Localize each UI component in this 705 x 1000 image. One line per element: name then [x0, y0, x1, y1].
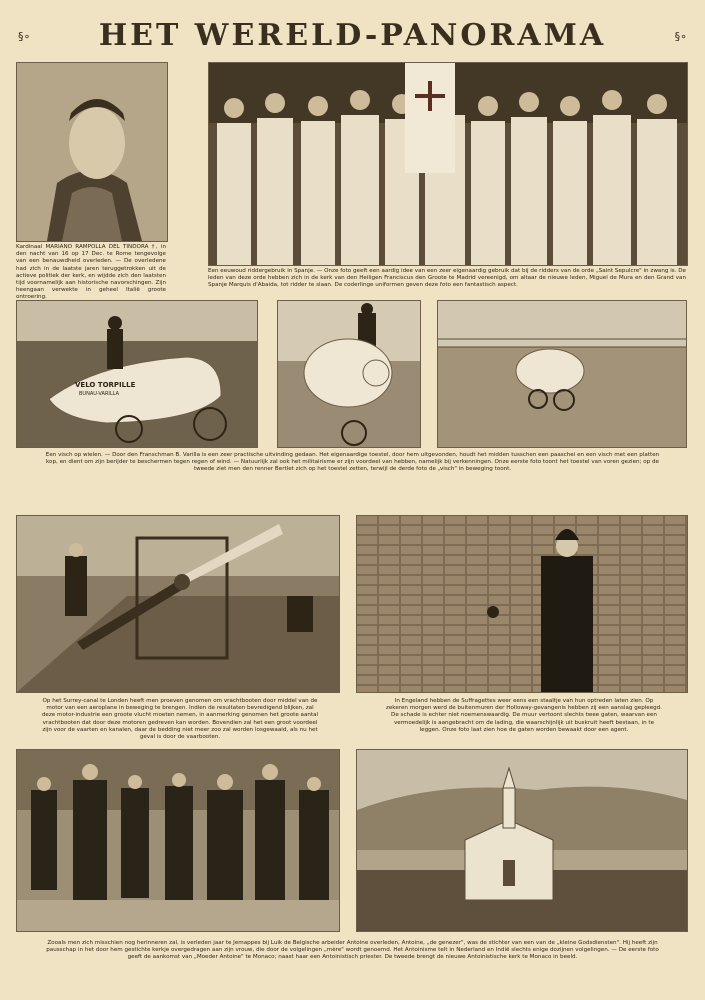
caption-velo: Een visch op wielen. — Door den Franschman B. Varilla is een zeer practische uitvinding gedaan. Het eigenaardige toestel, door hem uitgevonden, houdt het midden tusschen een paaschei en een visch met een platten kop, en dient om zijn berijder te beschermen tegen regen of wind. — Natuurlijk zal ook het militairisme er zijn voordeel van hebben, namelijk bij verkenningen. Onze eerste foto toont het toestel van voren gezien; op de tweede ziet men den renner Bertlet zich op het toestel zetten, terwijl de derde foto de „visch" in beweging toont. — [45, 452, 660, 473]
masthead-title: HET WERELD-PANORAMA — [98, 18, 607, 53]
masthead — [0, 14, 705, 58]
photo-knights — [208, 62, 688, 266]
velo-torpille-label: VELO TORPILLE — [75, 381, 136, 389]
masthead-ornament-right: §∘ — [674, 30, 687, 43]
caption-surrey: Op het Surrey-canal te Londen heeft men proeven genomen om vrachtbooten door middel van de motor van een aeroplane in beweging te brengen. Indien de resultaten bevredigend blijken, zal deze motor-industrie een groote vlucht moeten nemen, in aanmerking genomen het groote aantal vrachtbooten dat door deze motoren gedreven kan worden. Bovendien zal het een groot voordeel zijn voor de vaarten en kanalen, daar de bedding niet meer zoo zal worden losgewaaid, als nu het geval is door de vaarbooten. — [41, 698, 319, 741]
photo-mother-antoine — [16, 749, 340, 932]
photo-antoinist-church — [356, 749, 688, 932]
photo-velo-moving — [437, 300, 687, 448]
caption-cardinal: Kardinaal MARIANO RAMPOLLA DEL TINDORA †, in den nacht van 16 op 17 Dec. te Rome tengevolge van een benauwdheid overleden. — De overledene had zich in de laatste jaren teruggetrokken uit de actieve politiek der kerk, en wijdde zich den laatsten tijd voornamelijk aan historische navorschingen. Zijn heengaan verwekte in geheel Italië groote ontroering. — [16, 244, 166, 301]
bunau-varilla-label: BUNAU-VARILLA — [79, 391, 119, 397]
caption-police: In Engeland hebben de Suffragettes weer eens een staaltje van hun optreden laten zien. Op zekeren morgen werd de buitenmuren der Holloway-gevangenis hebben zij een aanslag gepleegd. De schade is echter niet noemenswaardig. De muur vertoont slechts twee gaten, waarvan een vermoedelijk is aangebracht om de lading, die waarschijnlijk uit buskruit heeft bestaan, in te leggen. Onze foto laat zien hoe de gaten worden bewaakt door een agent. — [385, 698, 663, 733]
photo-surrey-canal — [16, 515, 340, 693]
photo-velo-front — [277, 300, 421, 448]
caption-antoine: Zooals men zich misschien nog herinneren zal, is verleden jaar te Jemappes bij Luik de Belgische arbeider Antoine overleden, Antoine, „de genezer", was de stichter van een van de „kleine Godsdiensten". Hij heeft zijn pausschap in het door hem gestichte kerkje overgedragen aan zijn vrouw, die door de volgelingen „mère" wordt genoemd. Het Antoinisme telt in Nederland en Indië slechts enige dozijnen volgelingen. — De eerste foto geeft de aankomst van „Moeder Antoine" te Monaco; naast haar een Antoinistisch priester. De tweede brengt de nieuwe Antoinistische kerk te Monaco in beeld. — [46, 940, 659, 961]
photo-cardinal — [16, 62, 168, 242]
masthead-ornament-left: §∘ — [18, 30, 31, 43]
photo-velo-side — [16, 300, 258, 448]
photo-police-guard — [356, 515, 688, 693]
caption-knights: Een eeuwoud riddergebruik in Spanje. — Onze foto geeft een aardig idee van een zeer eigenaardig gebruik dat bij de ridders van de orde „Saint Sepulcre" in zwang is. De leden van deze orde hebben zich in de kerk van den Heiligen Franciscus den Groote te Madrid vereenigd, om altaar de nieuwe leden, Miguel de Mura en den Grand van Spanje Marquis d'Abaida, tot ridder te slaan. De coderlinge uniformen geven deze foto een fantastisch aspect. — [208, 268, 686, 289]
